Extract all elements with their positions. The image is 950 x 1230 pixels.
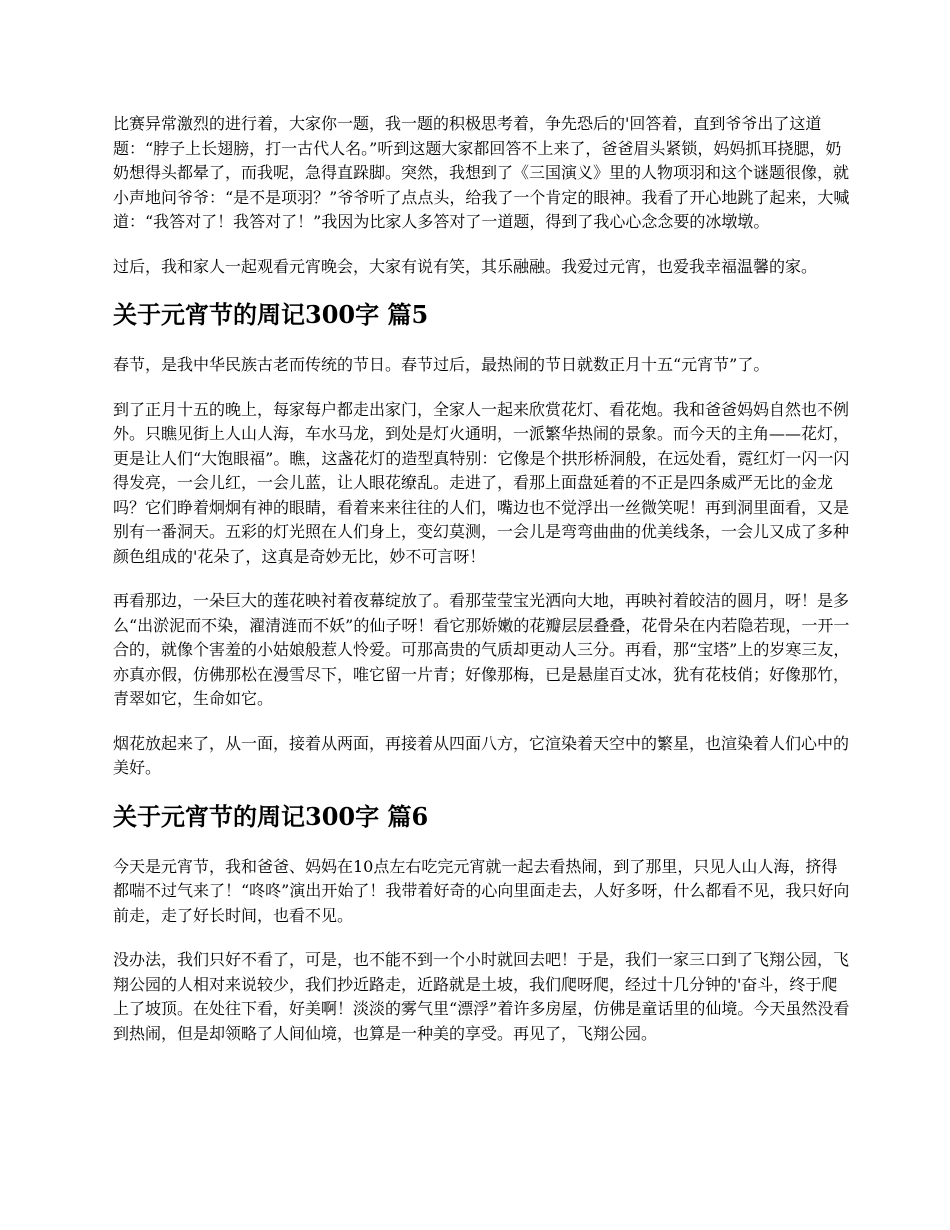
paragraph: 烟花放起来了，从一面，接着从两面，再接着从四面八方，它渲染着天空中的繁星，也渲染着人们心中的美好。	[113, 733, 850, 777]
section-heading: 关于元宵节的周记300字 篇6	[113, 801, 429, 831]
paragraph: 今天是元宵节，我和爸爸、妈妈在10点左右吃完元宵就一起去看热闹，到了那里，只见人山人海，挤得都喘不过气来了！“咚咚”演出开始了！我带着好奇的心向里面走去，人好多呀，什么都看不见，我只好向前走，走了好长时间，也看不见。	[113, 856, 850, 925]
document-page	[113, 112, 853, 1066]
paragraph: 没办法，我们只好不看了，可是，也不能不到一个小时就回去吧！于是，我们一家三口到了飞翔公园，飞翔公园的人相对来说较少，我们抄近路走，近路就是土坡，我们爬呀爬，经过十几分钟的'奋斗，终于爬上了坡顶。在处往下看，好美啊！淡淡的雾气里“漂浮”着许多房屋，仿佛是童话里的仙境。今天虽然没看到热闹，但是却领略了人间仙境，也算是一种美的享受。再见了，飞翔公园。	[113, 950, 850, 1043]
paragraph: 春节，是我中华民族古老而传统的节日。春节过后，最热闹的节日就数正月十五“元宵节”了。	[113, 355, 770, 374]
paragraph: 再看那边，一朵巨大的莲花映衬着夜幕绽放了。看那莹莹宝光洒向大地，再映衬着皎洁的圆月，呀！是多么“出淤泥而不染，濯清涟而不妖”的仙子呀！看它那娇嫩的花瓣层层叠叠，花骨朵在内若隐若现，一开一合的，就像个害羞的小姑娘般惹人怜爱。可那高贵的气质却更动人三分。再看，那“宝塔”上的岁寒三友，亦真亦假，仿佛那松在漫雪尽下，唯它留一片青；好像那梅，已是悬崖百丈冰，犹有花枝俏；好像那竹，青翠如它，生命如它。	[113, 591, 850, 708]
paragraph: 到了正月十五的晚上，每家每户都走出家门，全家人一起来欣赏花灯、看花炮。我和爸爸妈妈自然也不例外。只瞧见街上人山人海，车水马龙，到处是灯火通明，一派繁华热闹的景象。而今天的主角——花灯，更是让人们“大饱眼福”。瞧，这盏花灯的造型真特别：它像是个拱形桥洞般，在远处看，霓红灯一闪一闪得发亮，一会儿红，一会儿蓝，让人眼花缭乱。走进了，看那上面盘延着的不正是四条威严无比的金龙吗？它们睁着炯炯有神的眼睛，看着来来往往的人们，嘴边也不觉浮出一丝微笑呢！再到洞里面看，又是别有一番洞天。五彩的灯光照在人们身上，变幻莫测，一会儿是弯弯曲曲的优美线条，一会儿又成了多种颜色组成的'花朵了，这真是奇妙无比，妙不可言呀！	[113, 399, 850, 566]
paragraph: 过后，我和家人一起观看元宵晚会，大家有说有笑，其乐融融。我爱过元宵，也爱我幸福温馨的家。	[113, 256, 818, 276]
paragraph: 比赛异常激烈的进行着，大家你一题，我一题的积极思考着，争先恐后的'回答着，直到爷爷出了这道题：“脖子上长翅膀，打一古代人名。”听到这题大家都回答不上来了，爸爸眉头紧锁，妈妈抓耳挠腮，奶奶想得头都晕了，而我呢，急得直跺脚。突然，我想到了《三国演义》里的人物项羽和这个谜题很像，就小声地问爷爷：“是不是项羽？”爷爷听了点点头，给我了一个肯定的眼神。我看了开心地跳了起来，大喊道：“我答对了！我答对了！”我因为比家人多答对了一道题，得到了我心心念念要的冰墩墩。	[113, 114, 850, 231]
section-heading: 关于元宵节的周记300字 篇5	[113, 300, 429, 329]
